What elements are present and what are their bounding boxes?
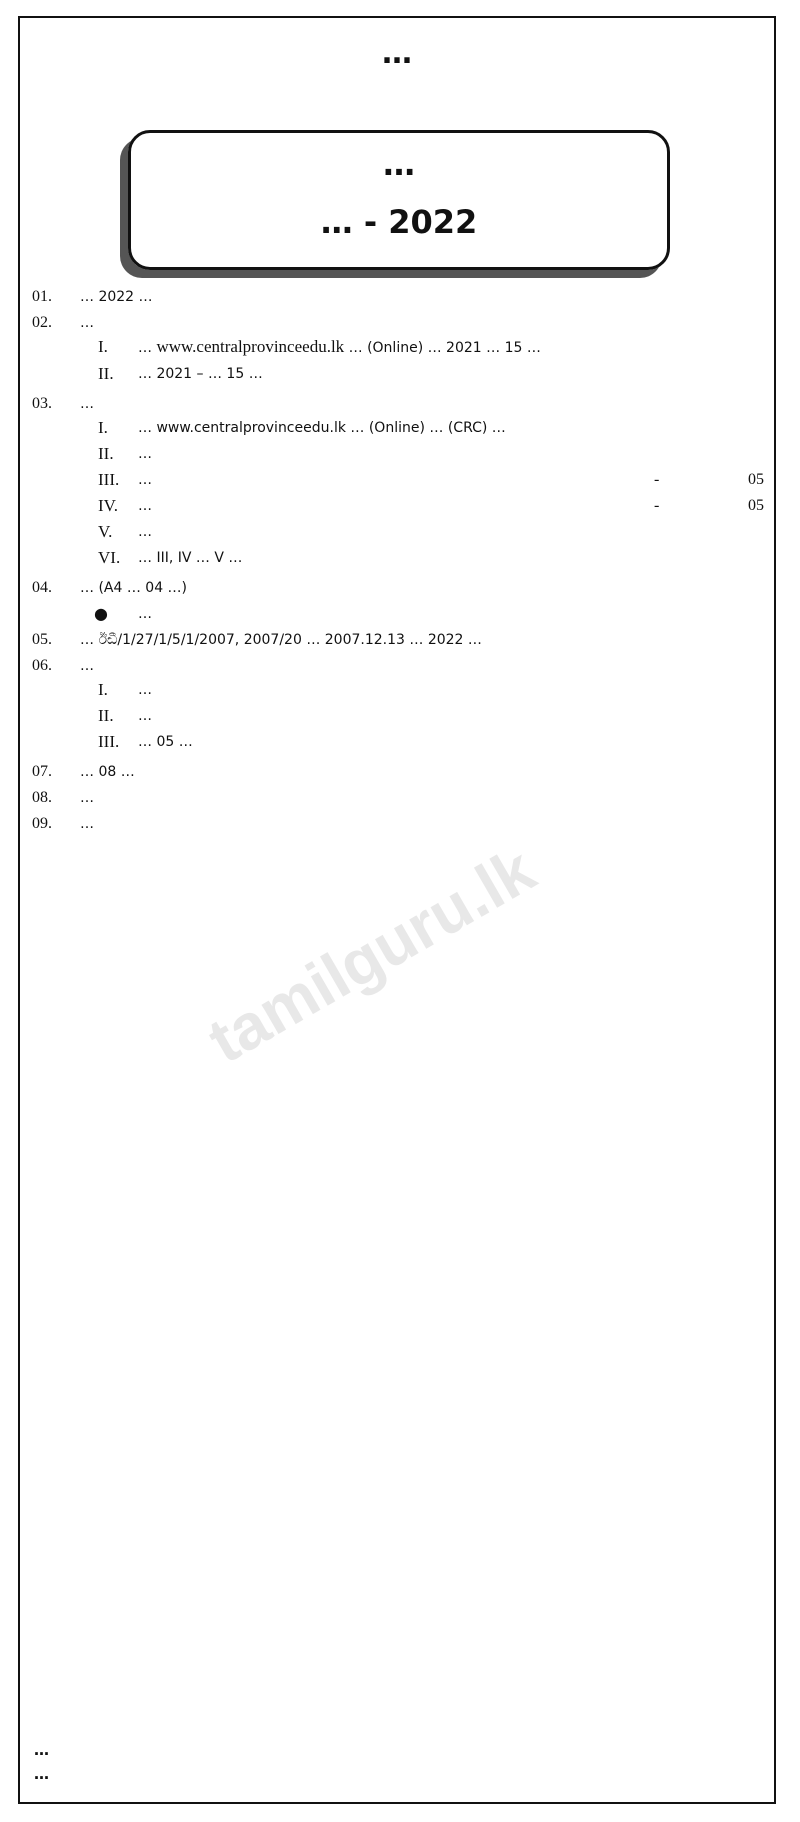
notice-body: [32, 286, 764, 839]
subitem-text: …: [138, 524, 152, 540]
item-06: [32, 655, 764, 757]
bullet-icon: ●: [94, 604, 108, 623]
item-03: [32, 393, 764, 573]
item-text: … ඊඩී/1/27/1/5/1/2007, 2007/20 … 2007.12.13 … 2022 …: [80, 632, 482, 648]
roman-numeral: I.: [98, 337, 108, 356]
item-text: … (A4 … 04 …): [80, 580, 188, 596]
subitem-text: … 2021 – … 15 …: [138, 366, 263, 382]
subitem-02-1: [80, 336, 764, 359]
item-05: [32, 629, 764, 651]
dash-mark: -: [654, 471, 660, 488]
item-08: [32, 787, 764, 809]
signature-block: [34, 1738, 49, 1786]
item-01: [32, 286, 764, 308]
subitem-03-4: [80, 495, 764, 517]
subitem-03-3: [80, 469, 764, 491]
department-header: …: [382, 36, 412, 71]
item-text: …: [80, 790, 94, 806]
subitem-03-1: [80, 417, 764, 439]
roman-numeral: III.: [98, 732, 120, 751]
website-url: www.centralprovinceedu.lk: [156, 337, 345, 356]
item-09: [32, 813, 764, 835]
subitem-06-1: [80, 679, 764, 701]
subitem-03-6: [80, 547, 764, 569]
subitem-text: …: [138, 472, 152, 488]
subitem-text: … 05 …: [138, 734, 193, 750]
subitem-02-2: [80, 363, 764, 385]
signatory-title: …: [34, 1765, 49, 1783]
notice-sheet: [18, 16, 776, 1804]
item-text: …: [80, 816, 94, 832]
item-text: … 2022 …: [80, 289, 153, 305]
item-number: 03.: [32, 395, 52, 412]
subitem-text: …: [138, 446, 152, 462]
title-box: [128, 130, 670, 270]
subitem-text: … www.centralprovinceedu.lk … (Online) … (CRC) …: [138, 420, 506, 436]
application-count: 05: [748, 471, 764, 488]
subitem-06-3: [80, 731, 764, 753]
bullet-item: [80, 603, 764, 625]
title-line-1: …: [383, 145, 415, 183]
roman-numeral: I.: [98, 680, 108, 699]
item-text: …: [80, 315, 94, 331]
item-text: …: [80, 396, 94, 412]
item-text: … 08 …: [80, 764, 135, 780]
item-04: [32, 577, 764, 599]
item-number: 05.: [32, 631, 52, 648]
roman-numeral: IV.: [98, 496, 118, 515]
subitem-text: …: [138, 498, 152, 514]
item-number: 08.: [32, 789, 52, 806]
item-number: 07.: [32, 763, 52, 780]
application-count: 05: [748, 497, 764, 514]
item-02: [32, 312, 764, 389]
roman-numeral: II.: [98, 706, 114, 725]
roman-numeral: III.: [98, 470, 120, 489]
roman-numeral: II.: [98, 444, 114, 463]
roman-numeral: VI.: [98, 548, 121, 567]
roman-numeral: I.: [98, 418, 108, 437]
bullet-text: …: [138, 606, 152, 622]
roman-numeral: V.: [98, 522, 113, 541]
subitem-text: … III, IV … V …: [138, 550, 243, 566]
subitem-pre-text: …: [138, 340, 152, 356]
item-number: 06.: [32, 657, 52, 674]
subitem-text: …: [138, 682, 152, 698]
item-text: …: [80, 658, 94, 674]
subitem-03-2: [80, 443, 764, 465]
item-07: [32, 761, 764, 783]
subitem-text: [138, 336, 764, 359]
watermark: tamilguru.lk: [196, 833, 547, 1077]
signatory-name: …: [34, 1741, 49, 1759]
dash-mark: -: [654, 497, 660, 514]
subitem-06-2: [80, 705, 764, 727]
item-number: 02.: [32, 314, 52, 331]
item-number: 01.: [32, 288, 52, 305]
subitem-text: …: [138, 708, 152, 724]
subitem-03-5: [80, 521, 764, 543]
title-line-2: … - 2022: [320, 203, 478, 241]
item-number: 09.: [32, 815, 52, 832]
subitem-post-text: … (Online) … 2021 … 15 …: [348, 340, 541, 356]
roman-numeral: II.: [98, 364, 114, 383]
item-number: 04.: [32, 579, 52, 596]
